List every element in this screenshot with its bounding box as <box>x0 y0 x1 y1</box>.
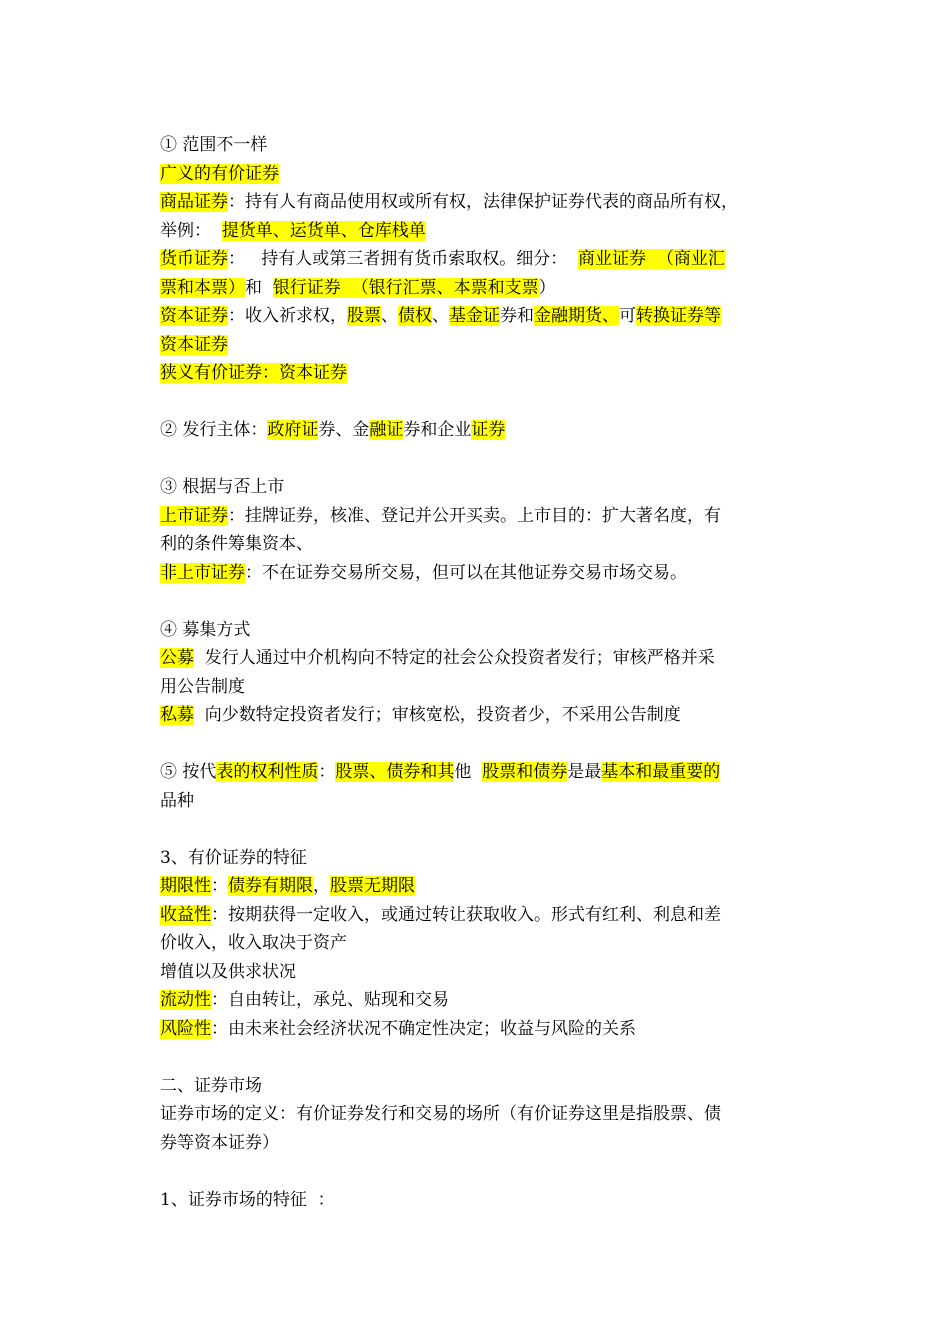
highlighted-text: 转换证券等 <box>636 306 721 326</box>
text-run: 是最 <box>567 762 602 782</box>
text-run: 、 <box>381 306 398 326</box>
text-run: ， <box>313 876 330 896</box>
text-run: 举例： <box>160 220 222 241</box>
highlighted-text: 银行证券 （银行汇票、本票和支票 <box>272 277 539 298</box>
highlighted-text: 基金证 <box>449 306 500 326</box>
document-section <box>160 131 800 388</box>
text-line <box>160 416 800 445</box>
text-run: ：不在证券交易所交易，但可以在其他证券交易市场交易。 <box>245 562 687 583</box>
highlighted-text: 广义的有价证券 <box>160 163 279 184</box>
text-line <box>160 131 800 160</box>
text-line <box>160 958 800 987</box>
highlighted-text: 基本和最重要的 <box>601 762 721 782</box>
text-line <box>160 787 800 816</box>
text-run: 二、证券市场 <box>160 1075 262 1096</box>
text-run: ：收入祈求权， <box>228 306 347 326</box>
text-line <box>160 1072 800 1101</box>
text-line <box>160 872 800 901</box>
text-run: 证券市场的定义：有价证券发行和交易的场所（有价证券这里是指股票、债 <box>160 1104 721 1124</box>
text-run: 向少数特定投资者发行；审核宽松，投资者少，不采用公告制度 <box>194 705 681 725</box>
document-section <box>160 473 800 587</box>
text-run: ：按期获得一定收入，或通过转让获取收入。形式有红利、利息和差 <box>211 904 721 925</box>
text-run: 可 <box>619 306 636 326</box>
document-body <box>160 131 800 1214</box>
text-run: 券和 <box>500 306 534 326</box>
document-section <box>160 844 800 1044</box>
text-line <box>160 274 800 303</box>
highlighted-text: 公募 <box>160 648 194 668</box>
text-run: 价收入，收入取决于资产 <box>160 933 347 953</box>
text-run: 、 <box>432 306 449 326</box>
text-line <box>160 673 800 702</box>
text-line <box>160 188 800 217</box>
highlighted-text: 商业证券 （商业汇 <box>578 249 725 269</box>
text-run: 1、证券市场的特征 ： <box>160 1189 335 1210</box>
text-line <box>160 217 800 246</box>
text-run: 增值以及供求状况 <box>160 961 296 982</box>
highlighted-text: 风险性 <box>160 1018 211 1039</box>
text-run: ： <box>211 876 228 896</box>
text-line <box>160 302 800 331</box>
highlighted-text: 货币证券 <box>160 249 228 269</box>
document-section <box>160 616 800 730</box>
text-run: 券、金 <box>318 420 370 440</box>
highlighted-text: 证券 <box>471 420 506 440</box>
paragraph-gap <box>160 388 800 417</box>
text-run: 券等资本证券） <box>160 1132 279 1153</box>
highlighted-text: 债权 <box>398 306 432 326</box>
document-section <box>160 758 800 815</box>
highlighted-text: 期限性 <box>160 876 211 896</box>
highlighted-text: 股票和债券 <box>482 762 568 782</box>
text-run: 券和企业 <box>403 420 472 440</box>
document-section <box>160 416 800 445</box>
paragraph-gap <box>160 1043 800 1072</box>
text-line <box>160 331 800 360</box>
text-line <box>160 160 800 189</box>
text-run: ：挂牌证券，核准、登记并公开买卖。上市目的：扩大著名度，有 <box>228 505 721 526</box>
text-run: ） <box>538 277 556 298</box>
text-run: ：自由转让，承兑、贴现和交易 <box>211 990 449 1010</box>
highlighted-text: 流动性 <box>160 990 211 1010</box>
text-line <box>160 986 800 1015</box>
text-line <box>160 473 800 502</box>
text-line <box>160 929 800 958</box>
highlighted-text: 狭义有价证券：资本证券 <box>160 363 347 383</box>
text-run: 用公告制度 <box>160 676 245 697</box>
highlighted-text: 金融期货、 <box>534 306 619 326</box>
highlighted-text: 表的权利性质 <box>216 762 319 782</box>
text-run: ： 持有人或第三者拥有货币索取权。细分： <box>228 249 579 269</box>
highlighted-text: 上市证券 <box>160 505 228 526</box>
paragraph-gap <box>160 445 800 474</box>
text-line <box>160 1186 800 1215</box>
highlighted-text: 票和本票） <box>160 277 245 298</box>
highlighted-text: 融证 <box>369 420 404 440</box>
text-run: ③ 根据与否上市 <box>160 477 285 497</box>
text-run: ⑤ 按代 <box>160 762 217 782</box>
text-line <box>160 1129 800 1158</box>
text-line <box>160 502 800 531</box>
text-run: 利的条件筹集资本、 <box>160 534 313 554</box>
paragraph-gap <box>160 815 800 844</box>
document-section <box>160 1186 800 1215</box>
text-line <box>160 701 800 730</box>
highlighted-text: 收益性 <box>160 904 211 925</box>
text-line <box>160 644 800 673</box>
text-line <box>160 1100 800 1129</box>
highlighted-text: 股票无期限 <box>330 876 415 896</box>
text-run: 发行人通过中介机构向不特定的社会公众投资者发行；审核严格并采 <box>194 648 715 668</box>
highlighted-text: 私募 <box>160 705 194 725</box>
text-run: ： <box>318 762 336 782</box>
text-run: 品种 <box>160 790 194 811</box>
highlighted-text: 资本证券 <box>160 334 228 355</box>
highlighted-text: 提货单、运货单、仓库栈单 <box>221 220 426 241</box>
text-run: ② 发行主体： <box>160 420 268 440</box>
highlighted-text: 债券有期限 <box>228 876 313 896</box>
highlighted-text: 股票、债券和其 <box>335 762 455 782</box>
paragraph-gap <box>160 1157 800 1186</box>
text-line <box>160 559 800 588</box>
text-run: ：持有人有商品使用权或所有权，法律保护证券代表的商品所有权， <box>228 192 738 212</box>
text-line <box>160 359 800 388</box>
paragraph-gap <box>160 730 800 759</box>
highlighted-text: 政府证 <box>267 420 319 440</box>
highlighted-text: 商品证券 <box>160 192 228 212</box>
text-line <box>160 1015 800 1044</box>
text-run: 他 <box>454 762 483 782</box>
text-run: ：由未来社会经济状况不确定性决定；收益与风险的关系 <box>211 1018 636 1039</box>
text-run: ④ 募集方式 <box>160 619 251 640</box>
highlighted-text: 非上市证券 <box>160 562 245 583</box>
text-run: 和 <box>245 277 273 298</box>
text-run: 3、有价证券的特征 <box>160 847 307 868</box>
text-line <box>160 758 800 787</box>
highlighted-text: 资本证券 <box>160 306 228 326</box>
paragraph-gap <box>160 587 800 616</box>
text-line <box>160 844 800 873</box>
text-line <box>160 530 800 559</box>
text-run: ① 范围不一样 <box>160 135 268 155</box>
text-line <box>160 616 800 645</box>
document-section <box>160 1072 800 1158</box>
highlighted-text: 股票 <box>347 306 381 326</box>
text-line <box>160 245 800 274</box>
text-line <box>160 901 800 930</box>
